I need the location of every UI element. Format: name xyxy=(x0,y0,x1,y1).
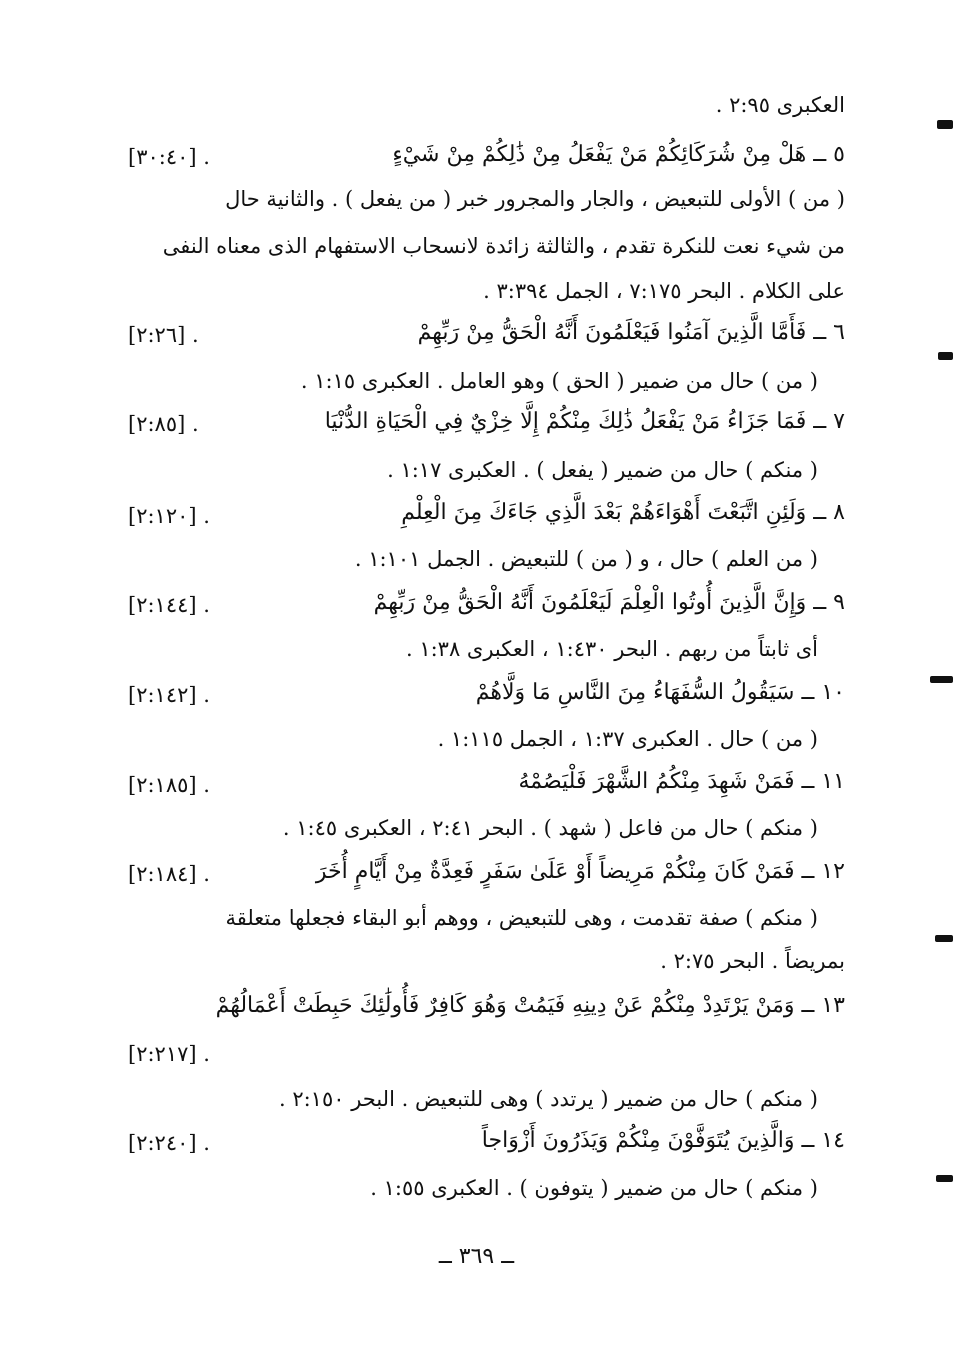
text-line: ( منكم ) حال من فاعل ( شهد ) . البحر ٢:٤١ ، العكبرى ١:٤٥ . xyxy=(282,816,818,840)
verse-reference: [٢:٢٦] . xyxy=(128,323,199,347)
verse-reference: [٢:٢١٧] . xyxy=(128,1042,210,1066)
scan-mark xyxy=(938,352,953,360)
verse-line: ٥ ــ هَلْ مِنْ شُرَكَائِكُمْ مَنْ يَفْعَلُ مِنْ ذَٰلِكُمْ مِنْ شَيْءٍ xyxy=(392,142,845,167)
verse-reference: [٢:٢٤٠] . xyxy=(128,1131,210,1155)
verse-line: ٨ ــ وَلَئِنِ اتَّبَعْتَ أَهْوَاءَهُمْ بَعْدَ الَّذِي جَاءَكَ مِنَ الْعِلْمِ xyxy=(401,500,845,525)
page-number: ــ ٣٦٩ ــ xyxy=(438,1244,515,1269)
verse-line: ٧ ــ فَمَا جَزَاءُ مَنْ يَفْعَلُ ذَٰلِكَ مِنْكُمْ إِلَّا خِزْيٌ فِي الْحَيَاةِ الدُّنْيَا xyxy=(324,409,845,434)
scan-mark xyxy=(935,935,953,942)
text-line: أى ثابتاً من ربهم . البحر ١:٤٣٠ ، العكبرى ١:٣٨ . xyxy=(405,637,818,661)
scan-mark xyxy=(936,1175,953,1182)
verse-line: ١٠ ــ سَيَقُولُ السُّفَهَاءُ مِنَ النَّاسِ مَا وَلَّاهُمْ xyxy=(475,680,845,705)
text-line: ( منكم ) حال من ضمير ( يرتدد ) وهى للتبعيض . البحر ٢:١٥٠ . xyxy=(278,1087,818,1111)
text-line: ( منكم ) حال من ضمير ( يتوفون ) . العكبرى ١:٥٥ . xyxy=(370,1176,818,1200)
verse-reference: [٣٠:٤٠] . xyxy=(128,145,210,169)
text-line: ( من ) حال . العكبرى ١:٣٧ ، الجمل ١:١١٥ . xyxy=(437,727,818,751)
scan-mark xyxy=(937,120,953,129)
text-line: من شيء نعت للنكرة تقدم ، والثالثة زائدة لانسحاب الاستفهام الذى معناه النفى xyxy=(162,234,845,258)
verse-reference: [٢:١٢٠] . xyxy=(128,504,210,528)
verse-reference: [٢:٨٥] . xyxy=(128,412,199,436)
verse-reference: [٢:١٤٢] . xyxy=(128,683,210,707)
scan-mark xyxy=(930,676,953,683)
text-line: العكبرى ٢:٩٥ . xyxy=(715,93,845,117)
verse-reference: [٢:١٨٤] . xyxy=(128,862,210,886)
text-line: بمريضاً . البحر ٢:٧٥ . xyxy=(660,949,845,973)
text-line: ( منكم ) صفة تقدمت ، وهى للتبعيض ، ووهم أبو البقاء فجعلها متعلقة xyxy=(225,906,818,930)
verse-line: ٦ ــ فَأَمَّا الَّذِينَ آمَنُوا فَيَعْلَمُونَ أَنَّهُ الْحَقُّ مِنْ رَبِّهِمْ xyxy=(417,320,845,345)
text-line: ( منكم ) حال من ضمير ( يفعل ) . العكبرى ١:١٧ . xyxy=(387,458,818,482)
text-line: ( من ) حال من ضمير ( الحق ) وهو العامل . العكبرى ١:١٥ . xyxy=(300,369,818,393)
text-line: على الكلام . البحر ٧:١٧٥ ، الجمل ٣:٣٩٤ . xyxy=(483,279,845,303)
verse-line: ٩ ــ وَإِنَّ الَّذِينَ أُوتُوا الْعِلْمَ لَيَعْلَمُونَ أَنَّهُ الْحَقُّ مِنْ رَبِّهِمْ xyxy=(373,590,845,615)
verse-line: ١٢ ــ فَمَنْ كَانَ مِنْكُمْ مَرِيضاً أَوْ عَلَىٰ سَفَرٍ فَعِدَّةٌ مِنْ أَيَّامٍ أُخَرَ xyxy=(315,859,845,884)
verse-line: ١١ ــ فَمَنْ شَهِدَ مِنْكُمُ الشَّهْرَ فَلْيَصُمْهُ xyxy=(518,769,845,794)
text-line: ( من ) الأولى للتبعيض ، والجار والمجرور خبر ( من يفعل ) . والثانية حال xyxy=(225,187,845,211)
verse-reference: [٢:١٤٤] . xyxy=(128,593,210,617)
text-line: ( من العلم ) حال ، و ( من ) للتبعيض . الجمل ١:١٠١ . xyxy=(354,547,818,571)
verse-line: ١٣ ــ وَمَنْ يَرْتَدِدْ مِنْكُمْ عَنْ دِينِهِ فَيَمُتْ وَهُوَ كَافِرٌ فَأُولَٰئِكَ حَبِطَتْ أَعْمَالُهُمْ xyxy=(215,993,845,1018)
verse-line: ١٤ ــ وَالَّذِينَ يُتَوَفَّوْنَ مِنْكُمْ وَيَذَرُونَ أَزْوَاجاً xyxy=(481,1128,845,1153)
verse-reference: [٢:١٨٥] . xyxy=(128,773,210,797)
